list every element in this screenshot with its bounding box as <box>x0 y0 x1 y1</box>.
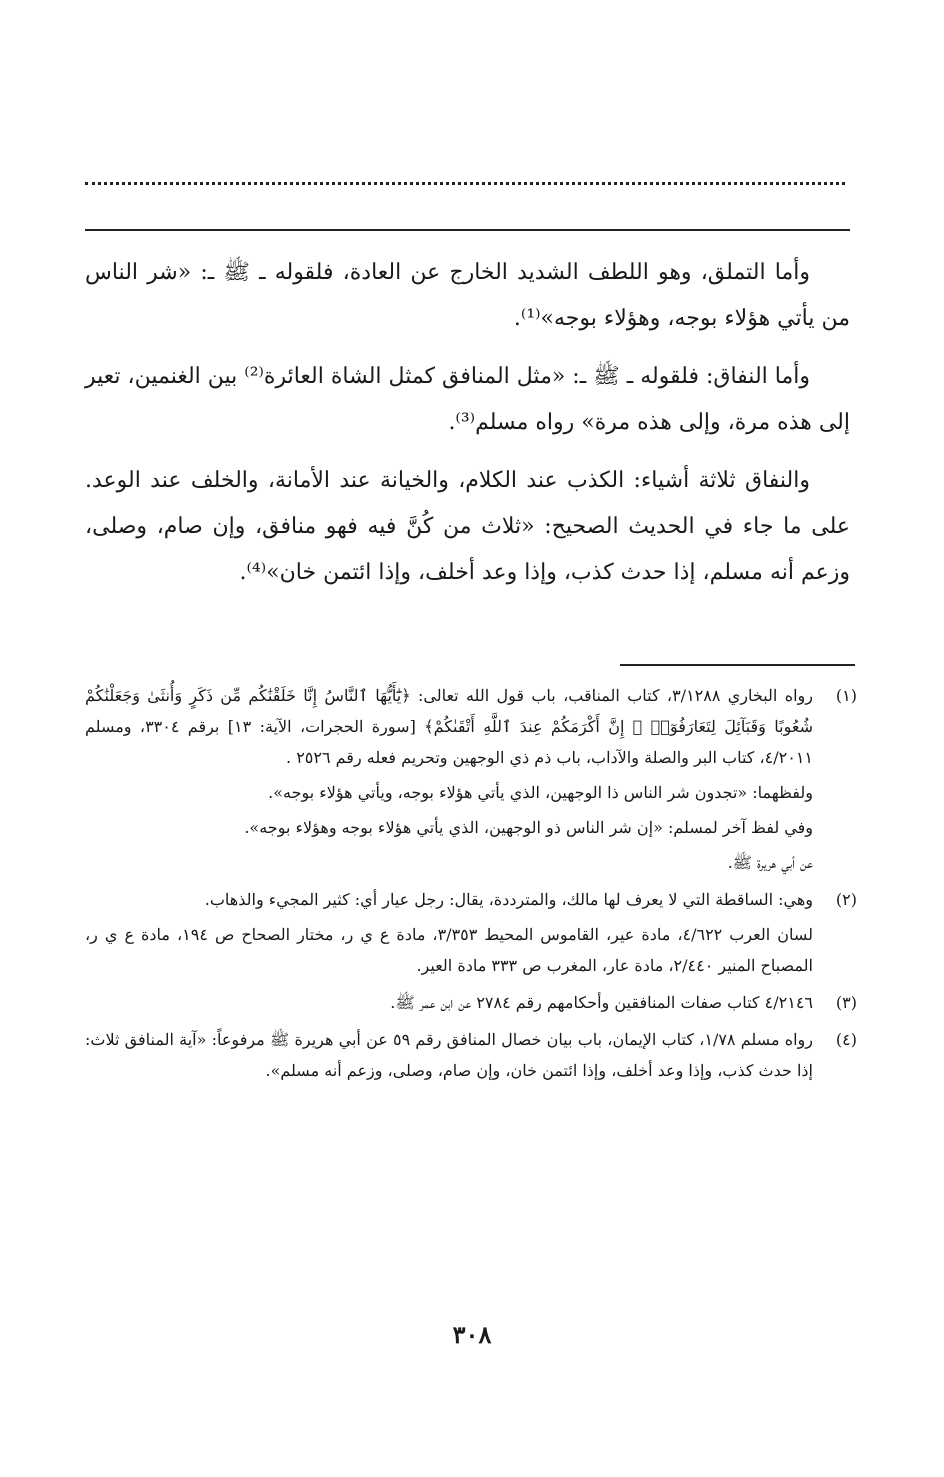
footnote-text: ولفظهما: «تجدون شر الناس ذا الوجهين، الذي يأتي هؤلاء بوجه، ويأتي هؤلاء بوجه». <box>268 783 813 802</box>
footnote-text: رواه البخاري ٣/١٢٨٨، كتاب المناقب، باب قول الله تعالى: ﴿يَٰٓأَيُّهَا ٱلنَّاسُ إِنَّا خَلَقْنَٰكُم مِّن ذَكَرٍ وَأُنثَىٰ وَجَعَلْنَٰكُمْ شُعُوبًا وَقَبَآئِلَ لِتَعَارَفُوٓا۟ ۚ إِنَّ أَكْرَمَكُمْ عِندَ ٱللَّهِ أَتْقَىٰكُمْ﴾ [سورة الحجرات، الآية: ١٣] برقم ٣٣٠٤، ومسلم ٤/٢٠١١، كتاب البر والصلة والآداب، باب ذم ذي الوجهين وتحريم فعله رقم ٢٥٢٦ . <box>85 686 814 767</box>
footnote-body <box>85 987 813 1018</box>
footnote-separator <box>620 664 855 666</box>
footnote-number: (٤) <box>835 1030 857 1049</box>
footnote-number: (٣) <box>835 993 857 1012</box>
main-text <box>85 250 850 608</box>
footnote-body <box>85 884 813 981</box>
dotted-separator <box>85 172 845 185</box>
footnote-text: ٤/٢١٤٦ كتاب صفات المنافقين وأحكامهم رقم ٢٧٨٤ عن ابن عمر ﷺ. <box>390 993 813 1012</box>
footnote-text: رواه مسلم ١/٧٨، كتاب الإيمان، باب بيان خصال المنافق رقم ٥٩ عن أبي هريرة ﷺ مرفوعاً: «آية المنافق ثلاث: إذا حدث كذب، وإذا وعد أخلف، وإذا ائتمن خان، وإن صام، وصلى، وزعم أنه مسلم». <box>85 1030 814 1080</box>
footnote-3 <box>85 987 857 1018</box>
footnote-text: عن أبي هريرة ﷺ. <box>727 853 813 872</box>
footnote-body <box>85 680 813 878</box>
footnote-number: (٢) <box>835 890 857 909</box>
footnote-text: لسان العرب ٤/٦٢٢، مادة عير، القاموس المحيط ٣/٣٥٣، مادة ع ي ر، مختار الصحاح ص ١٩٤، مادة ع ي ر، المصباح المنير ٢/٤٤٠، مادة عار، المغرب ص ٣٣٣ مادة العير. <box>85 925 814 975</box>
footnote-body <box>85 1024 813 1086</box>
footnote-2 <box>85 884 857 981</box>
footnote-text: وهي: الساقطة التي لا يعرف لها مالك، والمترددة، يقال: رجل عيار أي: كثير المجيء والذهاب. <box>204 890 813 909</box>
paragraph-flattery: وأما التملق، وهو اللطف الشديد الخارج عن العادة، فلقوله ـ ﷺ ـ: «شر الناس من يأتي هؤلاء بوجه، وهؤلاء بوجه»⁽¹⁾. <box>85 260 850 331</box>
footnote-text: وفي لفظ آخر لمسلم: «إن شر الناس ذو الوجهين، الذي يأتي هؤلاء بوجه وهؤلاء بوجه». <box>244 818 813 837</box>
top-rule <box>85 229 850 231</box>
footnote-number: (١) <box>835 686 857 705</box>
footnote-4 <box>85 1024 857 1086</box>
paragraph-three-signs: والنفاق ثلاثة أشياء: الكذب عند الكلام، والخيانة عند الأمانة، والخلف عند الوعد. على ما جاء في الحديث الصحيح: «ثلاث من كُنَّ فيه فهو منافق، وإن صام، وصلى، وزعم أنه مسلم، إذا حدث كذب، وإذا وعد أخلف، وإذا ائتمن خان»⁽⁴⁾. <box>85 468 850 585</box>
footnotes <box>85 680 857 1092</box>
footnote-1 <box>85 680 857 878</box>
page-number: ٣٠٨ <box>452 1320 492 1349</box>
paragraph-hypocrisy: وأما النفاق: فلقوله ـ ﷺ ـ: «مثل المنافق كمثل الشاة العائرة⁽²⁾ بين الغنمين، تعير إلى هذه مرة، وإلى هذه مرة» رواه مسلم⁽³⁾. <box>85 364 850 435</box>
